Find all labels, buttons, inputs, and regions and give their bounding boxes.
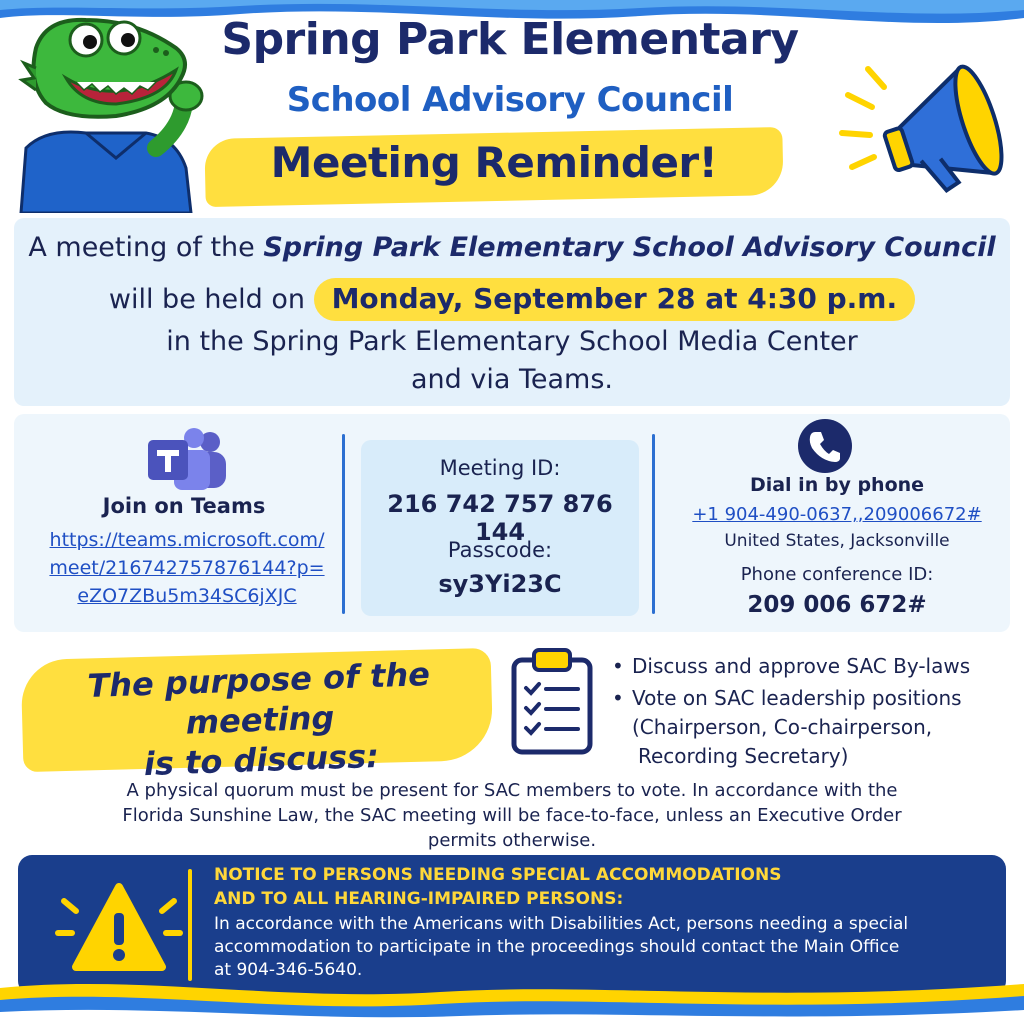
teams-link-line3[interactable]: eZO7ZBu5m34SC6jXJC <box>77 585 297 607</box>
teams-link-line2[interactable]: meet/216742757876144?p= <box>49 557 325 579</box>
clipboard-checklist-icon <box>508 646 596 756</box>
meeting-info-panel <box>14 414 1010 632</box>
warning-icon <box>54 879 184 979</box>
announcement-prefix: A meeting of the <box>28 232 264 263</box>
dial-in-location: United States, Jacksonville <box>724 531 950 551</box>
teams-meeting-link[interactable] <box>28 526 346 610</box>
teams-icon <box>144 428 232 494</box>
notice-heading-line1: NOTICE TO PERSONS NEEDING SPECIAL ACCOMMODATIONS <box>214 865 782 885</box>
purpose-heading <box>28 652 492 788</box>
bullet-icon: • <box>612 654 624 678</box>
teams-column <box>14 414 344 632</box>
agenda-item-text: Discuss and approve SAC By-laws <box>632 654 971 678</box>
council-name: Spring Park Elementary School Advisory Council <box>263 232 996 263</box>
announcement-location: in the Spring Park Elementary School Media Center <box>166 326 858 357</box>
quorum-notice <box>70 778 954 853</box>
phone-icon <box>797 418 853 474</box>
meeting-id-value: 216 742 757 876 144 <box>387 490 613 546</box>
meeting-date-time: Monday, September 28 at 4:30 p.m. <box>314 278 916 321</box>
agenda-item <box>610 652 1010 681</box>
quorum-line3: permits otherwise. <box>427 830 597 851</box>
held-on-text: will be held on <box>108 284 314 315</box>
divider-left <box>342 434 345 614</box>
megaphone-icon <box>838 55 1018 205</box>
notice-heading <box>214 863 974 911</box>
conference-id-label: Phone conference ID: <box>740 564 934 585</box>
purpose-line1: The purpose of the meeting <box>86 655 431 742</box>
meeting-id-box <box>361 440 639 616</box>
divider-right <box>652 434 655 614</box>
announcement-line1 <box>14 232 1010 263</box>
notice-heading-line2: AND TO ALL HEARING-IMPAIRED PERSONS: <box>214 889 624 909</box>
passcode-value: sy3Yi23C <box>438 570 562 598</box>
page-subtitle: School Advisory Council <box>286 80 734 120</box>
page-title: Spring Park Elementary <box>221 14 799 65</box>
join-teams-heading: Join on Teams <box>102 494 266 518</box>
announcement-line2 <box>14 278 1010 321</box>
agenda-item <box>610 684 1010 771</box>
notice-body-line2: accommodation to participate in the proceedings should contact the Main Office <box>214 937 900 957</box>
dial-in-heading: Dial in by phone <box>749 474 925 496</box>
announcement-panel <box>14 218 1010 406</box>
notice-body-line3: at 904-346-5640. <box>214 960 363 980</box>
meeting-id-label: Meeting ID: <box>439 456 561 480</box>
quorum-line2: Florida Sunshine Law, the SAC meeting will be face-to-face, unless an Executive Order <box>122 805 902 826</box>
header <box>0 0 1024 215</box>
agenda-item-subtext: (Chairperson, Co-chairperson, <box>632 715 933 739</box>
passcode-label: Passcode: <box>447 538 553 562</box>
agenda-list <box>610 652 1010 771</box>
conference-id-value: 209 006 672# <box>747 592 927 618</box>
purpose-line2: is to discuss: <box>143 736 380 784</box>
meeting-reminder-heading: Meeting Reminder! <box>270 138 718 187</box>
quorum-line1: A physical quorum must be present for SAC members to vote. In accordance with the <box>126 780 898 801</box>
dial-in-number-link[interactable]: +1 904-490-0637,,209006672# <box>692 504 982 525</box>
bottom-wave-decoration <box>0 968 1024 1024</box>
agenda-item-subtext: Recording Secretary) <box>638 744 849 768</box>
announcement-teams: and via Teams. <box>411 364 613 395</box>
phone-column <box>664 414 1010 632</box>
notice-divider <box>188 869 192 981</box>
bullet-icon: • <box>612 686 624 710</box>
agenda-item-text: Vote on SAC leadership positions <box>632 686 962 710</box>
teams-link-line1[interactable]: https://teams.microsoft.com/ <box>49 529 325 551</box>
notice-body-line1: In accordance with the Americans with Disabilities Act, persons needing a special <box>214 914 909 934</box>
